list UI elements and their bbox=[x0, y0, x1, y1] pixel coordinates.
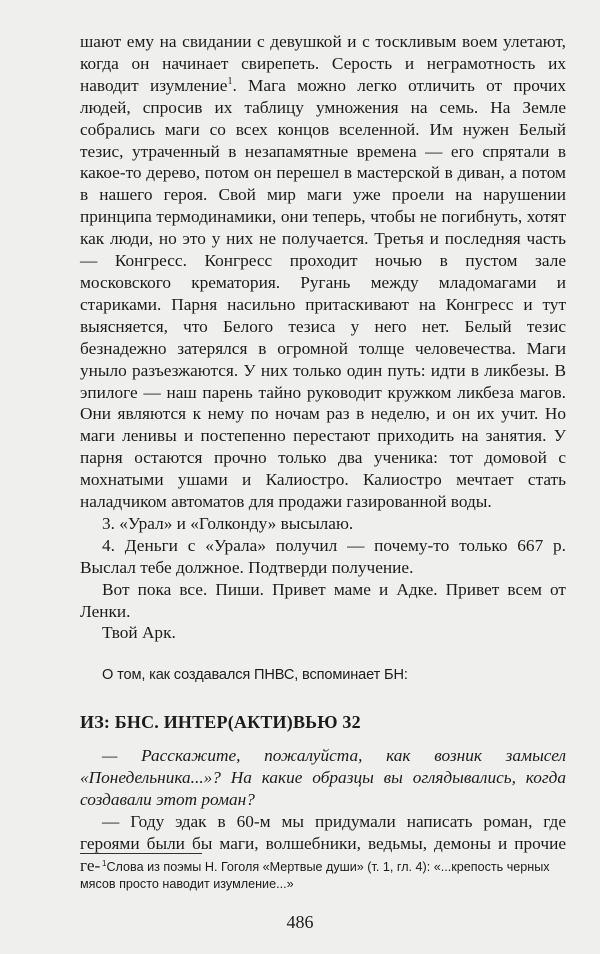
letter-item-4: 4. Деньги с «Урала» получил — почему-то только 667 р. Выслал тебе должное. Подтверди получение. bbox=[80, 535, 566, 577]
footnote-reference: 1 bbox=[227, 76, 233, 88]
section-heading: ИЗ: БНС. ИНТЕР(АКТИ)ВЬЮ 32 bbox=[80, 712, 361, 733]
page-number: 486 bbox=[286, 912, 314, 932]
letter-closing: Вот пока все. Пиши. Привет маме и Адке. Привет всем от Ленки. bbox=[80, 579, 566, 621]
interview-answer: — Году эдак в 60-м мы придумали написать роман, где героями были бы маги, волшебники, ведьмы, демоны и прочие ге- bbox=[80, 812, 566, 875]
letter-paragraph bbox=[80, 31, 566, 513]
intro-line: О том, как создавался ПНВС, вспоминает БН: bbox=[102, 667, 408, 684]
footnote-rule bbox=[80, 853, 202, 854]
letter-text-part1: шают ему на свидании с девушкой и с тоскливым воем улетают, когда он начинает свирепеть. Серость и неграмотность их наводит изумление bbox=[80, 32, 566, 95]
letter-text-part2: . Мага можно легко отличить от прочих людей, спросив их таблицу умножения на семь. На Земле собрались маги со всех концов вселенной. Им нужен Белый тезис, утраченный в незапамятные времена — его спрятали в какое-то дерево, потом он перешел в мастерской в диван, а потом в нашего героя. Свой мир маги уже проели на нарушении принципа термодинамики, они теперь, чтобы не погибнуть, хотят как люди, но это у них не получается. Третья и последняя часть — Конгресс. Конгресс проходит ночью в пустом зале московского крематория. Ругань между младомагами и стариками. Парня насильно притаскивают на Конгресс и тут выясняется, что Белого тезиса у него нет. Белый тезис безнадежно затерялся в огромной толще человечества. Маги уныло разъезжаются. У них только один путь: идти в ликбезы. В эпилоге — наш парень тайно руководит кружком ликбеза магов. Они являются к нему по ночам раз в неделю, и он их учит. Но маги ленивы и постепенно перестают приходить на занятия. У парня остаются прочно только два ученика: тот домовой с мохнатыми ушами и Калиостро. Калиостро мечтает стать наладчиком автоматов для продажи газированной воды. bbox=[80, 75, 566, 512]
letter-item-3: 3. «Урал» и «Голконду» высылаю. bbox=[102, 513, 354, 533]
footnote-text: Слова из поэмы Н. Гоголя «Мертвые души» (т. 1, гл. 4): «...крепость черных мясов просто наводит изумление...» bbox=[80, 860, 550, 891]
main-text bbox=[80, 31, 566, 877]
footnote-marker: 1 bbox=[102, 858, 107, 868]
footnote bbox=[80, 859, 568, 893]
letter-signature: Твой Арк. bbox=[102, 623, 176, 643]
interview-question: — Расскажите, пожалуйста, как возник замысел «Понедельника...»? На какие образцы вы оглядывались, когда создавали этот роман? bbox=[80, 746, 566, 810]
